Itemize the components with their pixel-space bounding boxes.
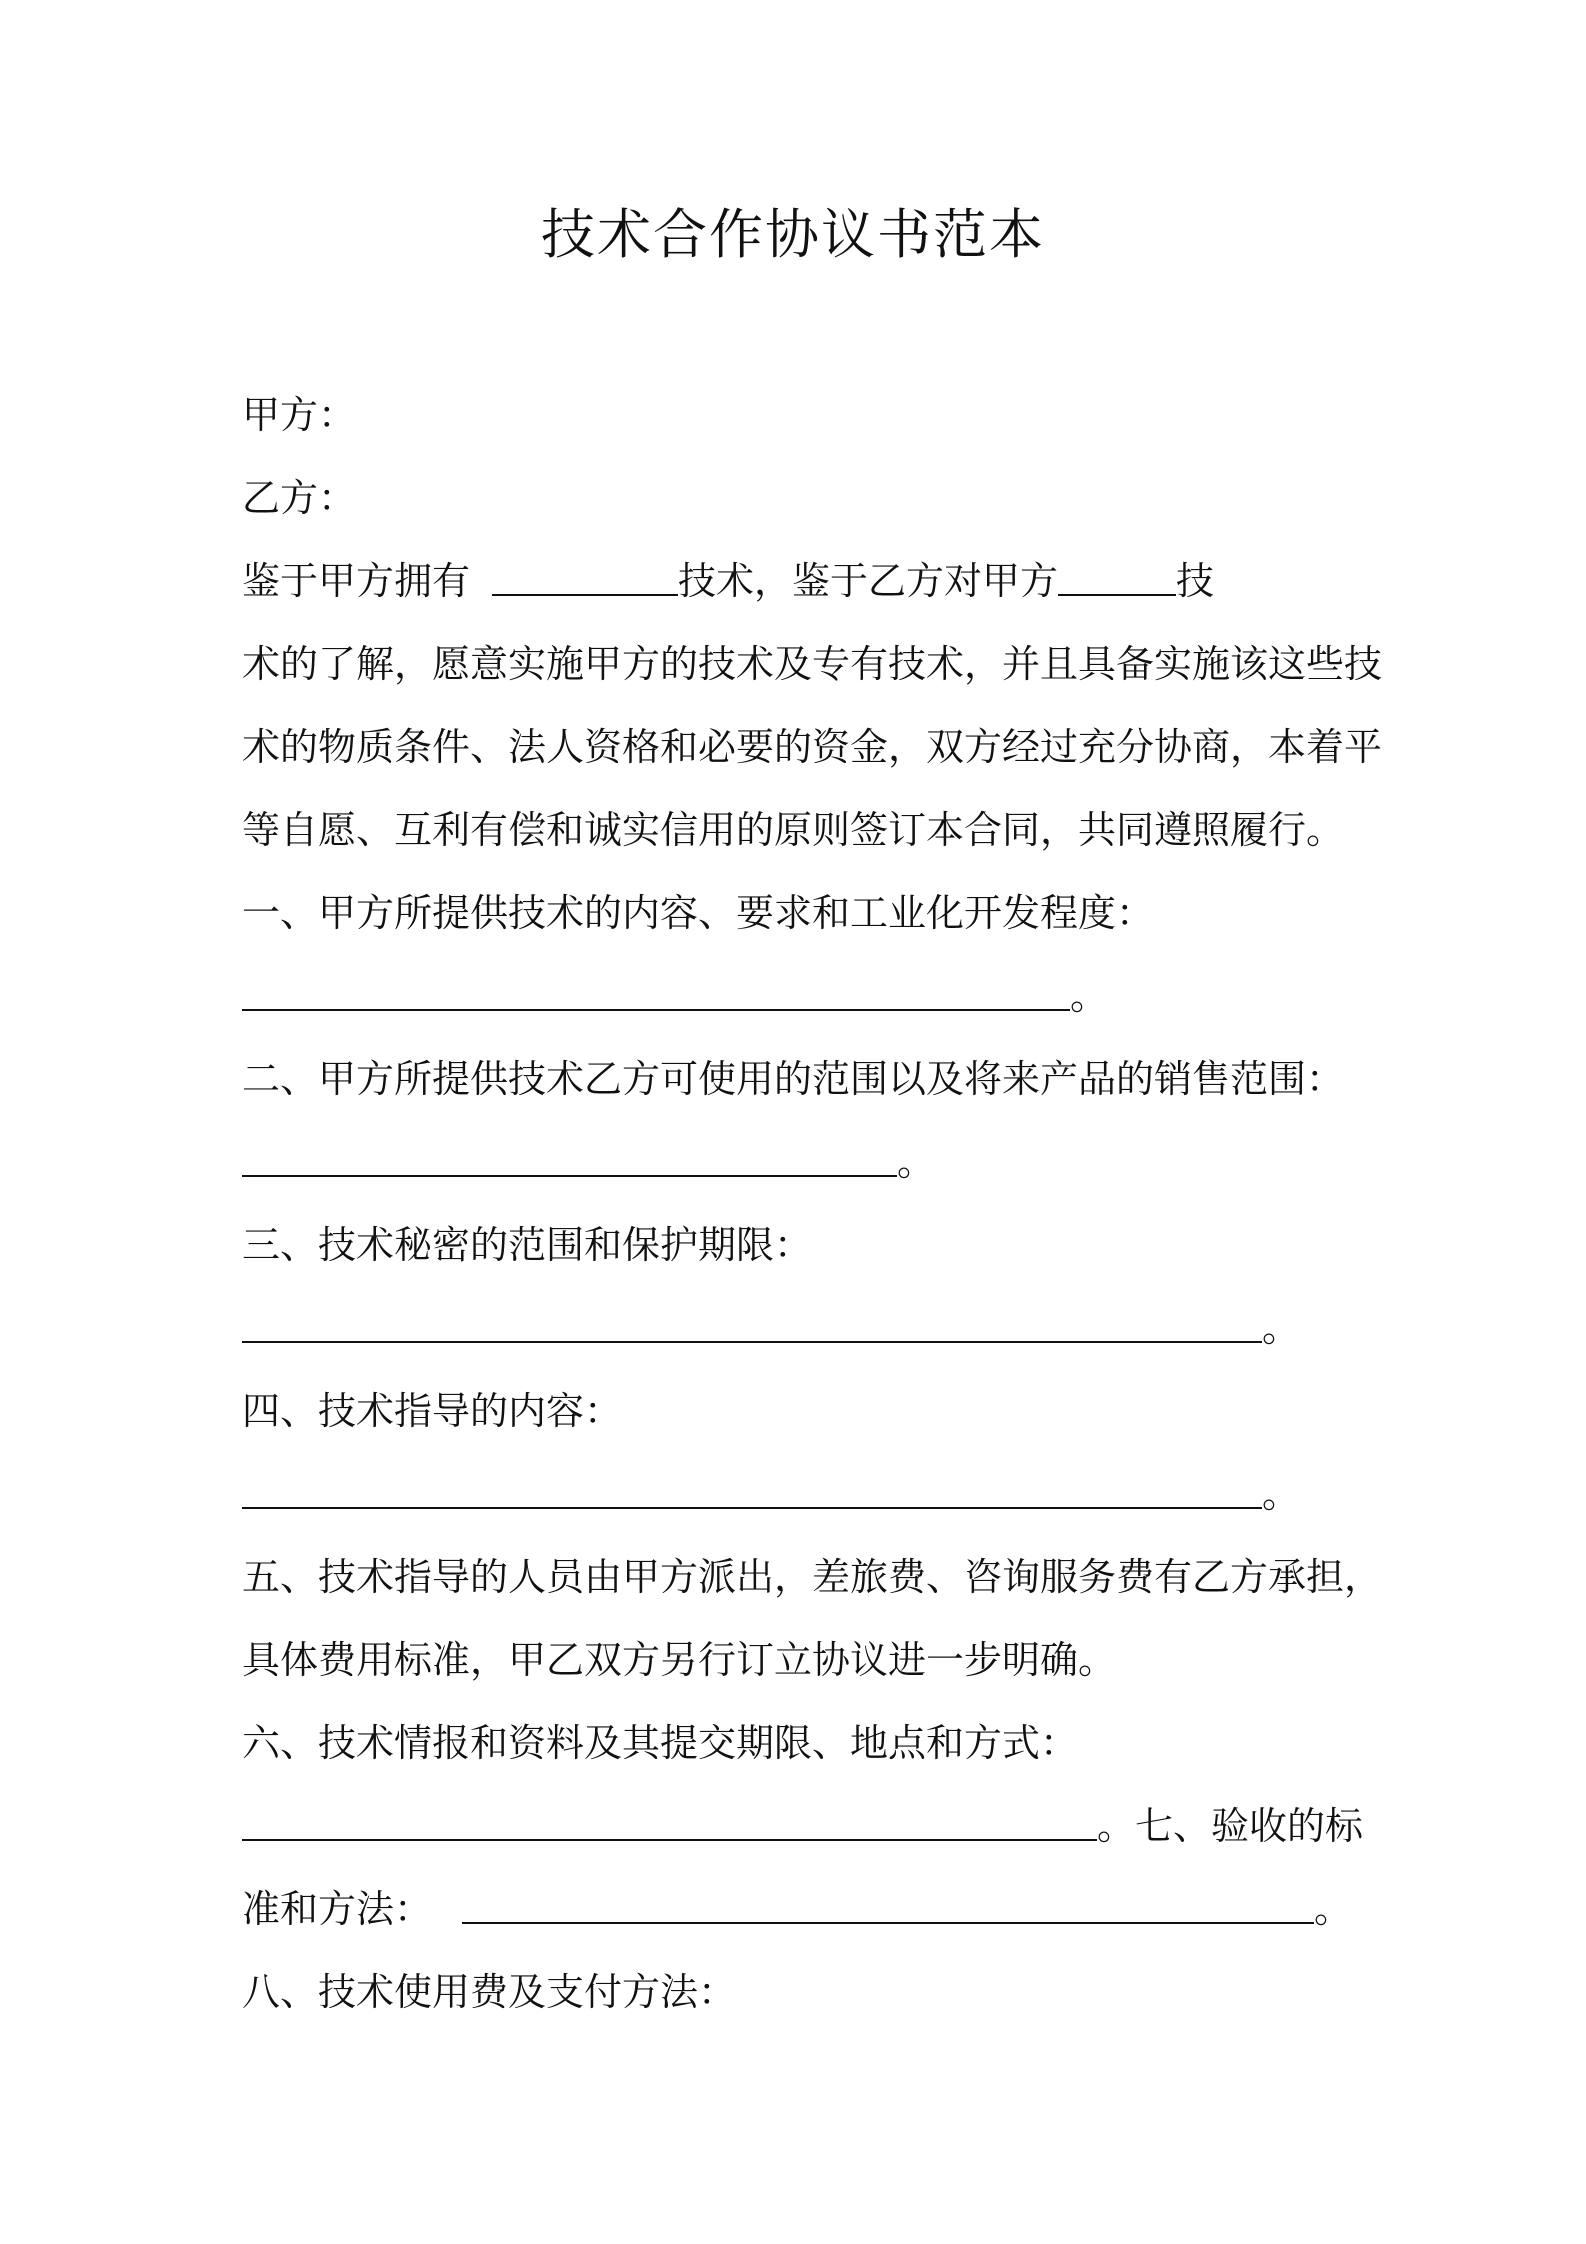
preamble-line-1 xyxy=(242,540,1354,623)
section-3-period: 。 xyxy=(1262,1306,1301,1350)
section-1-answer-line xyxy=(242,955,1354,1038)
preamble-line-4: 等自愿、互利有偿和诚实信用的原则签订本合同，共同遵照履行。 xyxy=(242,808,1345,852)
section-4-blank[interactable] xyxy=(242,1506,1262,1509)
technology-name-blank[interactable] xyxy=(492,593,678,596)
section-6-blank[interactable] xyxy=(242,1838,1097,1841)
section-7-heading-part-1: 七、验收的标 xyxy=(1135,1804,1364,1848)
preamble-text-3: 技 xyxy=(1176,559,1215,603)
section-7-period: 。 xyxy=(1314,1887,1353,1931)
party-b-line: 乙方： xyxy=(242,476,357,520)
party-a-line: 甲方： xyxy=(242,393,357,437)
section-5-line-1: 五、技术指导的人员由甲方派出，差旅费、咨询服务费有乙方承担， xyxy=(242,1555,1383,1599)
section-1-heading: 一、甲方所提供技术的内容、要求和工业化开发程度： xyxy=(242,891,1155,935)
section-3-heading: 三、技术秘密的范围和保护期限： xyxy=(242,1223,813,1267)
section-2-period: 。 xyxy=(897,1140,936,1184)
section-3-answer-line xyxy=(242,1287,1354,1370)
section-1-blank[interactable] xyxy=(242,1008,1070,1011)
section-2-heading: 二、甲方所提供技术乙方可使用的范围以及将来产品的销售范围： xyxy=(242,1057,1345,1101)
section-6-period: 。 xyxy=(1097,1804,1136,1848)
section-7-answer-line xyxy=(242,1868,1354,1951)
section-8-heading: 八、技术使用费及支付方法： xyxy=(242,1970,737,2014)
section-4-period: 。 xyxy=(1262,1472,1301,1516)
section-1-period: 。 xyxy=(1070,974,1109,1018)
preamble-line-2: 术的了解，愿意实施甲方的技术及专有技术，并且具备实施该这些技 xyxy=(242,642,1383,686)
document-title: 技术合作协议书范本 xyxy=(541,203,1045,266)
section-4-heading: 四、技术指导的内容： xyxy=(242,1389,623,1433)
section-3-blank[interactable] xyxy=(242,1340,1262,1343)
preamble-text-1: 鉴于甲方拥有 xyxy=(242,559,471,603)
section-2-answer-line xyxy=(242,1121,1354,1204)
section-7-blank[interactable] xyxy=(462,1921,1314,1924)
section-5-line-2: 具体费用标准，甲乙双方另行订立协议进一步明确。 xyxy=(242,1638,1117,1682)
technology-blank-2[interactable] xyxy=(1058,593,1176,596)
section-6-answer-line xyxy=(242,1785,1364,1868)
document-body xyxy=(242,374,1383,2034)
section-4-answer-line xyxy=(242,1453,1354,1536)
section-7-heading-part-2: 准和方法： xyxy=(242,1887,433,1931)
section-6-heading: 六、技术情报和资料及其提交期限、地点和方式： xyxy=(242,1721,1079,1765)
section-2-blank[interactable] xyxy=(242,1174,897,1177)
preamble-line-3: 术的物质条件、法人资格和必要的资金，双方经过充分协商，本着平 xyxy=(242,725,1383,769)
preamble-text-2: 技术，鉴于乙方对甲方 xyxy=(678,559,1059,603)
